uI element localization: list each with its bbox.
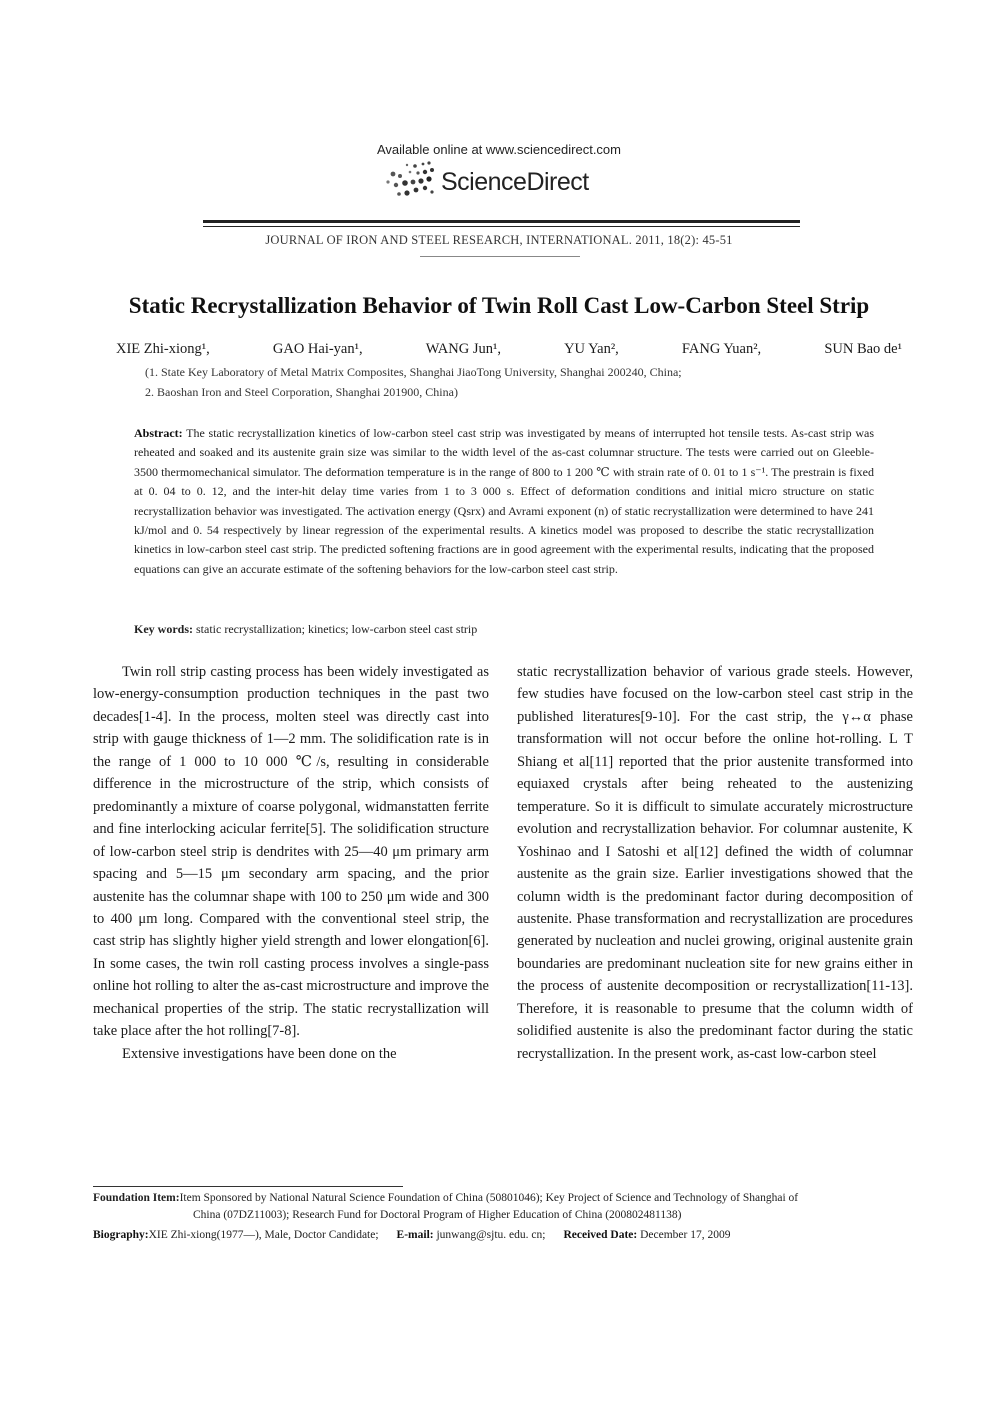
abstract <box>134 424 874 579</box>
biography-text: XIE Zhi-xiong(1977—), Male, Doctor Candidate; <box>148 1229 379 1241</box>
email-label: E-mail: <box>396 1229 434 1241</box>
foundation-text: Item Sponsored by National Natural Science Foundation of China (50801046); Key Project of Science and Technology of Shanghai of <box>179 1192 799 1204</box>
author: FANG Yuan², <box>681 341 762 357</box>
author: WANG Jun¹, <box>425 341 501 357</box>
available-online-banner: Available online at www.sciencedirect.com <box>377 142 621 157</box>
abstract-text: The static recrystallization kinetics of low-carbon steel cast strip was investigated by means of interrupted hot tensile tests. As-cast strip was reheated and soaked and its austenite grain size was similar to the width level of the as-cast columnar structure. The tests were carried out on Gleeble-3500 thermomechanical simulator. The deformation temperature is in the range of 800 to 1 200 ℃ with strain rate of 0. 01 to 1 s⁻¹. The prestrain is fixed at 0. 04 to 0. 12, and the inter-hit delay time varies from 1 to 3 000 s. Effect of deformation conditions and initial micro structure on static recrystallization behavior was investigated. The activation energy (Qsrx) and Avrami exponent (n) of static recrystallization were determined to have 241 kJ/mol and 0. 54 respectively by linear regression of the experimental results. A kinetics model was proposed to describe the static recrystallization kinetics in low-carbon steel cast strip. The predicted softening fractions are in good agreement with the experimental results, indicating that the proposed equations can give an accurate estimate of the softening behaviors for the low-carbon steel cast strip. <box>134 426 874 576</box>
body-paragraph: Twin roll strip casting process has been widely investigated as low-energy-consumption production techniques in the past two decades[1-4]. In the process, molten steel was directly cast into strip with gauge thickness of 1—2 mm. The solidification rate is in the range of 1 000 to 10 000 ℃/s, resulting in considerable difference in the microstructure of the strip, which consists of predominantly a mixture of coarse polygonal, widmanstatten ferrite and fine interlocking acicular ferrite[5]. The solidification structure of low-carbon steel strip is dendrites with 25—40 μm primary arm spacing and 5—15 μm secondary arm spacing, and the prior austenite has the columnar shape with 100 to 250 μm wide and 300 to 400 μm long. Compared with the conventional steel strip, the cast strip has slightly higher yield strength and lower elongation[6]. In some cases, the twin roll casting process involves a single-pass online hot rolling to alter the as-cast microstructure and improve the mechanical properties of the strip. The static recrystallization will take place after the hot rolling[7-8]. <box>93 664 489 1040</box>
sciencedirect-wordmark: ScienceDirect <box>441 168 589 196</box>
sciencedirect-logo <box>385 158 635 206</box>
biography-footnote <box>93 1229 913 1241</box>
author-list <box>116 341 902 358</box>
paper-title: Static Recrystallization Behavior of Twin Roll Cast Low-Carbon Steel Strip <box>128 293 870 318</box>
header-rule-thin <box>203 226 800 227</box>
affiliation-2: 2. Baoshan Iron and Steel Corporation, Shanghai 201900, China) <box>145 385 458 399</box>
author: XIE Zhi-xiong¹, <box>116 341 210 357</box>
foundation-label: Foundation Item: <box>93 1192 180 1204</box>
sciencedirect-dots-icon <box>385 160 437 200</box>
abstract-label: Abstract: <box>134 426 183 440</box>
email-text[interactable]: junwang@sjtu. edu. cn; <box>436 1229 546 1241</box>
author: GAO Hai-yan¹, <box>272 341 363 357</box>
foundation-footnote <box>93 1190 913 1224</box>
author: SUN Bao de¹ <box>824 341 902 357</box>
body-paragraph: static recrystallization behavior of various grade steels. However, few studies have focused on the low-carbon steel cast strip in the published literatures[9-10]. For the cast strip, the γ↔α phase transformation will not occur before the online hot-rolling. L T Shiang et al[11] reported that the prior austenite transformed into equiaxed crystals after being reheated to the austenizing temperature. So it is difficult to simulate accurately microstructure evolution and recrystallization behavior. For columnar austenite, K Yoshinao and I Satoshi et al[12] defined the width of columnar austenite as the grain size. Earlier investigations showed that the column width is the predominant factor during decomposition of austenite. Phase transformation and recrystallization are procedures generated by nucleation and nuclei growing, original austenite grain boundaries are predominant nucleation site for new grains either in the process of austenite decomposition or recrystallization[11-13]. Therefore, it is reasonable to presume that the column width of solidified austenite is also the predominant factor during the static recrystallization. In the present work, as-cast low-carbon steel <box>517 664 913 1062</box>
body-paragraph: Extensive investigations have been done on the <box>122 1045 397 1062</box>
header-rule-thick <box>203 220 800 223</box>
keywords-label: Key words: <box>134 622 193 636</box>
foundation-text-cont: China (07DZ11003); Research Fund for Doctoral Program of Higher Education of China (200802481138) <box>193 1209 682 1221</box>
footnote-rule <box>93 1186 403 1187</box>
body-column-right <box>517 661 913 1065</box>
keywords-text: static recrystallization; kinetics; low-carbon steel cast strip <box>196 622 478 636</box>
received-date: December 17, 2009 <box>640 1229 731 1241</box>
affiliation-1: (1. State Key Laboratory of Metal Matrix Composites, Shanghai JiaoTong University, Shanghai 200240, China; <box>145 365 682 379</box>
author: YU Yan², <box>564 341 619 357</box>
biography-label: Biography: <box>93 1229 149 1241</box>
received-date-label: Received Date: <box>563 1229 638 1241</box>
journal-citation: JOURNAL OF IRON AND STEEL RESEARCH, INTERNATIONAL. 2011, 18(2): 45-51 <box>265 233 733 247</box>
journal-rule <box>420 256 580 257</box>
body-column-left <box>93 661 489 1065</box>
keywords <box>134 622 874 637</box>
